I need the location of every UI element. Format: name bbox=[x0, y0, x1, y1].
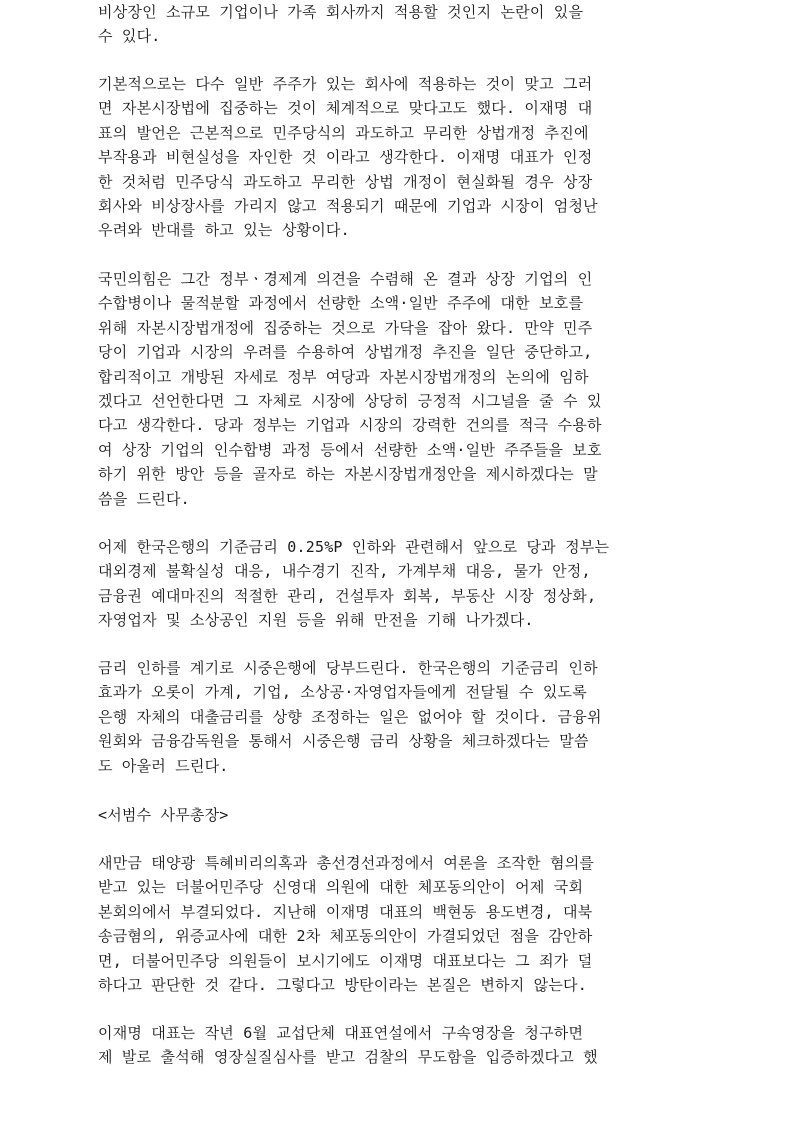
section-heading bbox=[98, 803, 696, 827]
text-line: 여 상장 기업의 인수합병 과정 등에서 선량한 소액·일반 주주들을 보호 bbox=[98, 440, 602, 459]
text-line: 겠다고 선언한다면 그 자체로 시장에 상당히 긍정적 시그널을 줄 수 있 bbox=[98, 391, 602, 410]
text-line: 자영업자 및 소상공인 지원 등을 위해 만전을 기해 나가겠다. bbox=[98, 611, 534, 630]
speaker-heading: <서범수 사무총장> bbox=[98, 806, 229, 824]
text-line: 씀을 드린다. bbox=[98, 489, 190, 508]
text-line: 새만금 태양광 특혜비리의혹과 총선경선과정에서 여론을 조작한 혐의를 bbox=[98, 854, 595, 872]
paragraph bbox=[98, 1021, 696, 1070]
text-line: 수 있다. bbox=[98, 27, 161, 46]
text-line: 받고 있는 더불어민주당 신영대 의원에 대한 체포동의안이 어제 국회 bbox=[98, 878, 584, 897]
text-line: 표의 발언은 근본적으로 민주당식의 과도하고 무리한 상법개정 추진에 bbox=[98, 123, 589, 142]
text-line: 우려와 반대를 하고 있는 상황이다. bbox=[98, 221, 350, 240]
text-line: 어제 한국은행의 기준금리 0.25%P 인하와 관련해서 앞으로 당과 정부는 bbox=[98, 538, 610, 556]
paragraph bbox=[98, 267, 696, 511]
text-line: 효과가 오롯이 가계, 기업, 소상공·자영업자들에게 전달될 수 있도록 bbox=[98, 683, 587, 702]
text-line: 면 자본시장법에 집중하는 것이 체계적으로 맞다고도 했다. 이재명 대 bbox=[98, 99, 593, 118]
text-line: 국민의힘은 그간 정부ㆍ경제계 의견을 수렴해 온 결과 상장 기업의 인 bbox=[98, 270, 593, 288]
text-line: 대외경제 불확실성 대응, 내수경기 진작, 가계부채 대응, 물가 안정, bbox=[98, 562, 591, 581]
text-line: 다고 생각한다. 당과 정부는 기업과 시장의 강력한 건의를 적극 수용하 bbox=[98, 416, 602, 435]
text-line: 도 아울러 드린다. bbox=[98, 756, 229, 775]
text-line: 이재명 대표는 작년 6월 교섭단체 대표연설에서 구속영장을 청구하면 bbox=[98, 1024, 584, 1042]
text-line: 기본적으로는 다수 일반 주주가 있는 회사에 적용하는 것이 맞고 그러 bbox=[98, 75, 593, 93]
text-line: 면, 더불어민주당 의원들이 보시기에도 이재명 대표보다는 그 죄가 덜 bbox=[98, 951, 593, 970]
text-line: 금융권 예대마진의 적절한 관리, 건설투자 회복, 부동산 시장 정상화, bbox=[98, 586, 597, 605]
paragraph bbox=[98, 0, 696, 49]
text-line: 은행 자체의 대출금리를 상향 조정하는 일은 없어야 할 것이다. 금융위 bbox=[98, 707, 602, 726]
paragraph bbox=[98, 851, 696, 997]
text-line: 금리 인하를 계기로 시중은행에 당부드린다. 한국은행의 기준금리 인하 bbox=[98, 659, 598, 677]
text-line: 제 발로 출석해 영장실질심사를 받고 검찰의 무도함을 입증하겠다고 했 bbox=[98, 1048, 598, 1067]
text-line: 부작용과 비현실성을 자인한 것 이라고 생각한다. 이재명 대표가 인정 bbox=[98, 148, 593, 167]
text-line: 원회와 금융감독원을 통해서 시중은행 금리 상황을 체크하겠다는 말씀 bbox=[98, 732, 589, 751]
text-line: 당이 기업과 시장의 우려를 수용하여 상법개정 추진을 일단 중단하고, bbox=[98, 343, 593, 362]
text-line: 수합병이나 물적분할 과정에서 선량한 소액·일반 주주에 대한 보호를 bbox=[98, 294, 584, 313]
paragraph bbox=[98, 72, 696, 243]
paragraph bbox=[98, 535, 696, 633]
text-line: 회사와 비상장사를 가리지 않고 적용되기 때문에 기업과 시장이 엄청난 bbox=[98, 196, 598, 215]
text-line: 한 것처럼 민주당식 과도하고 무리한 상법 개정이 현실화될 경우 상장 bbox=[98, 172, 593, 191]
text-line: 하다고 판단한 것 같다. 그렇다고 방탄이라는 본질은 변하지 않는다. bbox=[98, 975, 587, 994]
text-line: 송금혐의, 위증교사에 대한 2차 체포동의안이 가결되었던 점을 감안하 bbox=[98, 927, 593, 946]
text-line: 하기 위한 방안 등을 골자로 하는 자본시장법개정안을 제시하겠다는 말 bbox=[98, 465, 598, 484]
paragraph bbox=[98, 656, 696, 778]
text-line: 위해 자본시장법개정에 집중하는 것으로 가닥을 잡아 왔다. 만약 민주 bbox=[98, 318, 593, 337]
text-line: 본회의에서 부결되었다. 지난해 이재명 대표의 백현동 용도변경, 대북 bbox=[98, 902, 593, 921]
text-line: 합리적이고 개방된 자세로 정부 여당과 자본시장법개정의 논의에 임하 bbox=[98, 367, 589, 386]
text-line: 비상장인 소규모 기업이나 가족 회사까지 적용할 것인지 논란이 있을 bbox=[98, 3, 584, 21]
